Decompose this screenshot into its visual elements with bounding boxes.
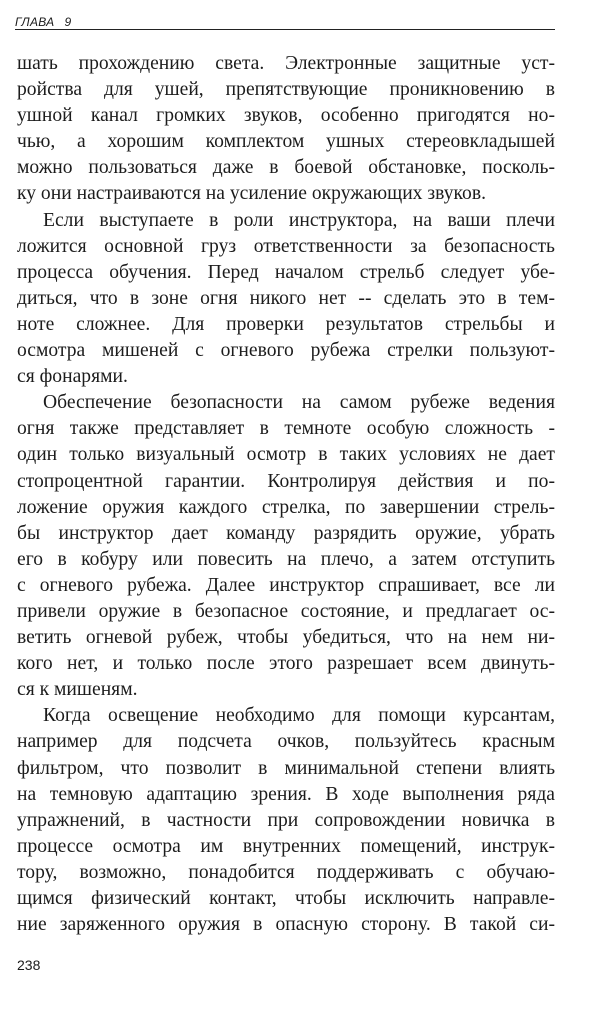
- text-line: кого нет, и только после этого разрешает всем двинуть-: [17, 653, 555, 675]
- text-line: ложится основной груз ответственности за безопасность: [17, 235, 555, 257]
- text-line: огня также представляет в темноте особую сложность -: [17, 418, 555, 440]
- text-line: можно пользоваться даже в боевой обстановке, посколь-: [17, 157, 555, 179]
- text-line: ку они настраиваются на усиление окружающих звуков.: [17, 183, 486, 205]
- text-line: фильтром, что позволит в минимальной степени влиять: [17, 757, 555, 779]
- paragraph: [17, 51, 555, 208]
- text-line: ложение оружия каждого стрелка, по завершении стрель-: [17, 496, 555, 518]
- text-line: ние заряженного оружия в опасную сторону. В такой си-: [17, 914, 555, 936]
- text-line: шать прохождению света. Электронные защитные уст-: [17, 53, 555, 74]
- text-line: на темновую адаптацию зрения. В ходе выполнения ряда: [17, 783, 555, 805]
- running-head: [15, 16, 555, 30]
- text-line: Когда освещение необходимо для помощи курсантам,: [43, 705, 555, 727]
- text-line: процессе осмотра им внутренних помещений, инструк-: [17, 835, 555, 857]
- body-text: [17, 51, 555, 938]
- text-line: например для подсчета очков, пользуйтесь красным: [17, 731, 555, 753]
- text-line: привели оружие в безопасное состояние, и предлагает ос-: [17, 600, 555, 622]
- text-line: ноте сложнее. Для проверки результатов стрельбы и: [17, 313, 555, 335]
- text-line: один только визуальный осмотр в таких условиях не дает: [17, 444, 555, 466]
- text-line: Если выступаете в роли инструктора, на ваши плечи: [43, 209, 555, 231]
- text-line: ройства для ушей, препятствующие проникновению в: [17, 79, 555, 101]
- text-line: диться, что в зоне огня никого нет -- сделать это в тем-: [17, 287, 555, 309]
- text-line: Обеспечение безопасности на самом рубеже ведения: [43, 392, 555, 414]
- text-line: ся фонарями.: [17, 366, 128, 388]
- text-line: с огневого рубежа. Далее инструктор спрашивает, все ли: [17, 574, 555, 596]
- page-number: 238: [17, 957, 41, 973]
- paragraph: [17, 703, 555, 938]
- text-line: щимся физический контакт, чтобы исключить направле-: [17, 888, 555, 909]
- text-line: чью, а хорошим комплектом ушных стереовкладышей: [17, 131, 555, 153]
- text-line: стопроцентной гарантии. Контролируя действия и по-: [17, 470, 555, 492]
- text-line: его в кобуру или повесить на плечо, а затем отступить: [17, 548, 555, 570]
- text-line: тору, возможно, понадобится поддерживать с обучаю-: [17, 861, 555, 883]
- text-line: ветить огневой рубеж, чтобы убедиться, что на нем ни-: [17, 627, 555, 649]
- text-line: упражнений, в частности при сопровождении новичка в: [17, 809, 555, 831]
- chapter-label: ГЛАВА: [15, 15, 55, 29]
- text-line: бы инструктор дает команду разрядить оружие, убрать: [17, 522, 555, 544]
- text-line: ся к мишеням.: [17, 679, 138, 701]
- text-line: осмотра мишеней с огневого рубежа стрелки пользуют-: [17, 340, 555, 362]
- paragraph: [17, 390, 555, 703]
- chapter-number: 9: [64, 15, 72, 29]
- text-line: ушной канал громких звуков, особенно пригодятся но-: [17, 105, 555, 127]
- text-line: процесса обучения. Перед началом стрельб следует убе-: [17, 261, 555, 283]
- paragraph: [17, 208, 555, 391]
